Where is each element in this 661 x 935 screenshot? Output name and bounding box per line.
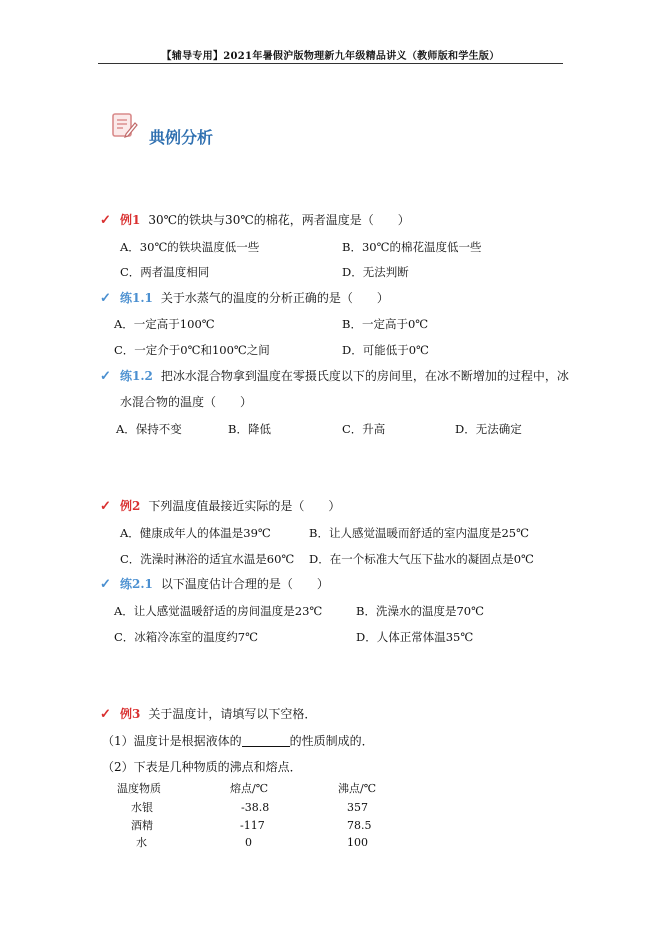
section-title: 典例分析 (149, 128, 214, 147)
table-cell-substance: 水银 (131, 801, 153, 814)
table-cell-substance: 水 (136, 836, 147, 849)
check-icon: ✓ (100, 291, 111, 306)
question-text-line-2: 水混合物的温度（ ） (120, 395, 253, 409)
option-c: C．一定介于0℃和100℃之间 (114, 343, 270, 357)
question-text-line-1: 把冰水混合物拿到温度在零摄氏度以下的房间里，在冰不断增加的过程中，冰 (160, 369, 569, 383)
option-a: A．健康成年人的体温是39℃ (120, 526, 271, 540)
option-c: C．冰箱冷冻室的温度约7℃ (114, 630, 258, 644)
option-b: B．洗澡水的温度是70℃ (356, 604, 484, 618)
example-1-question (100, 212, 410, 229)
question-text: 下列温度值最接近实际的是（ ） (148, 499, 341, 513)
check-icon: ✓ (100, 707, 111, 722)
table-cell-melting: -117 (240, 819, 265, 832)
option-b: B．一定高于0℃ (342, 317, 429, 331)
page-header: 【辅导专用】2021年暑假沪版物理新九年级精品讲义（教师版和学生版） (161, 51, 500, 62)
question-text: 以下温度估计合理的是（ ） (160, 577, 329, 591)
example-tag: 例1 (120, 213, 141, 227)
option-d: D．人体正常体温35℃ (356, 630, 474, 644)
example-tag: 例3 (120, 707, 141, 721)
notebook-icon (110, 112, 138, 140)
option-b: B．降低 (228, 422, 271, 436)
table-header-melting-point: 熔点/℃ (230, 782, 269, 795)
table-cell-melting: 0 (245, 836, 252, 849)
option-d: D．无法判断 (342, 265, 409, 279)
table-cell-melting: -38.8 (241, 801, 270, 814)
option-d: D．无法确定 (455, 422, 522, 436)
practice-tag: 练2.1 (120, 577, 153, 591)
check-icon: ✓ (100, 499, 111, 514)
example-tag: 例2 (120, 499, 141, 513)
sub-question-2: （2）下表是几种物质的沸点和熔点． (102, 760, 302, 774)
option-c: C．两者温度相同 (120, 265, 210, 279)
practice-2-1-question (100, 576, 329, 593)
sub-question-1-prefix: （1）温度计是根据液体的 (102, 734, 242, 748)
option-c: C．升高 (342, 422, 386, 436)
option-d: D．在一个标准大气压下盐水的凝固点是0℃ (309, 552, 534, 566)
question-text: 关于温度计，请填写以下空格． (148, 707, 317, 721)
practice-tag: 练1.2 (120, 369, 153, 383)
table-header-boiling-point: 沸点/℃ (338, 782, 377, 795)
check-icon: ✓ (100, 577, 111, 592)
check-icon: ✓ (100, 369, 111, 384)
example-2-question (100, 498, 340, 515)
header-divider (98, 63, 563, 64)
option-b: B．让人感觉温暖而舒适的室内温度是25℃ (309, 526, 529, 540)
practice-1-2-question (100, 368, 569, 385)
table-cell-boiling: 357 (347, 801, 368, 814)
option-a: A．一定高于100℃ (114, 317, 215, 331)
table-cell-boiling: 78.5 (347, 819, 372, 832)
sub-question-1-suffix: 的性质制成的． (289, 734, 374, 748)
question-text: 30℃的铁块与30℃的棉花，两者温度是（ ） (148, 213, 410, 227)
option-a: A．让人感觉温暖舒适的房间温度是23℃ (114, 604, 323, 618)
example-3-question (100, 706, 316, 723)
option-a: A．30℃的铁块温度低一些 (120, 240, 260, 254)
option-d: D．可能低于0℃ (342, 343, 429, 357)
option-a: A．保持不变 (116, 422, 182, 436)
table-cell-substance: 酒精 (131, 819, 153, 832)
option-b: B．30℃的棉花温度低一些 (342, 240, 482, 254)
sub-question-1 (102, 733, 374, 749)
table-cell-boiling: 100 (347, 836, 368, 849)
option-c: C．洗澡时淋浴的适宜水温是60℃ (120, 552, 295, 566)
practice-tag: 练1.1 (120, 291, 153, 305)
question-text: 关于水蒸气的温度的分析正确的是（ ） (160, 291, 389, 305)
fill-in-blank[interactable] (242, 734, 290, 747)
check-icon: ✓ (100, 213, 111, 228)
practice-1-1-question (100, 290, 389, 307)
table-header-substance: 温度物质 (117, 782, 161, 795)
